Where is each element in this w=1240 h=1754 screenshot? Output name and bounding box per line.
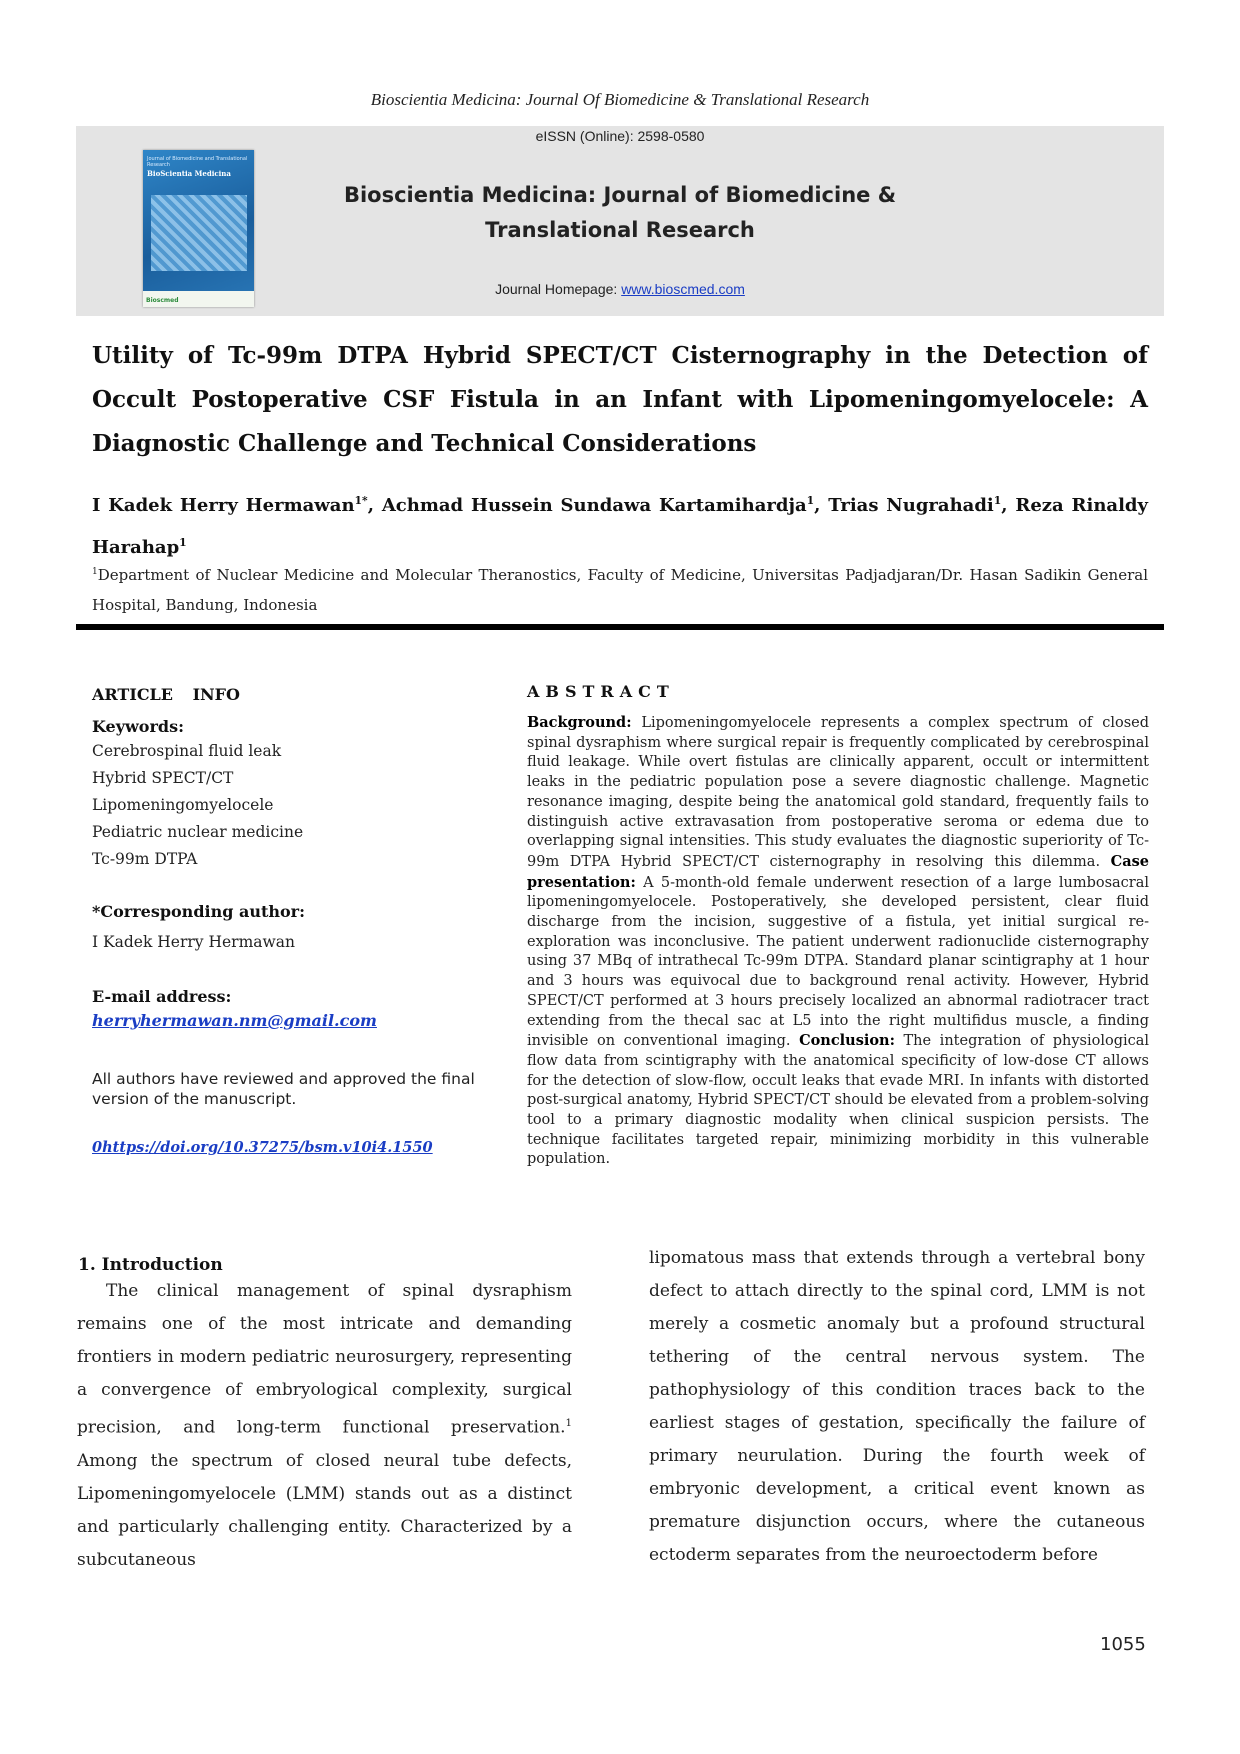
homepage-label: Journal Homepage: <box>495 281 622 297</box>
page-number: 1055 <box>1100 1634 1146 1655</box>
keyword-item: Tc-99m DTPA <box>92 850 198 868</box>
keyword-item: Lipomeningomyelocele <box>92 796 274 814</box>
running-head: Bioscientia Medicina: Journal Of Biomedicine & Translational Research <box>370 90 870 109</box>
conclusion-text: The integration of physiological flow data from scintigraphy with the anatomical specificity of low-dose CT allows for the detection of slow-flow, occult leaks that evade MRI. In infants with distorted post-surgical anatomy, Hybrid SPECT/CT should be elevated from a problem-solving tool to a primary diagnostic modality when clinical suspicion persists. The technique facilitates targeted repair, minimizing morbidity in this vulnerable population. <box>527 1033 1150 1168</box>
abstract-body <box>527 713 1149 1170</box>
journal-homepage <box>76 281 1164 297</box>
affiliation <box>92 557 1148 620</box>
homepage-link[interactable]: www.bioscmed.com <box>621 281 745 297</box>
case-text: A 5-month-old female underwent resection of a large lumbosacral lipomeningomyelocele. Postoperatively, she developed persistent, clear fluid discharge from the incision, suggestive of a fistula, yet initial surgical re-exploration was inconclusive. The patient underwent radionuclide cisternography using 37 MBq of intrathecal Tc-99m DTPA. Standard planar scintigraphy at 1 hour and 3 hours was equivocal due to background renal activity. However, Hybrid SPECT/CT performed at 3 hours precisely localized an abnormal radiotracer tract extending from the thecal sac at L5 into the right multifidus muscle, a finding invisible on conventional imaging. <box>527 874 1150 1050</box>
corresponding-author-label: *Corresponding author: <box>92 902 305 921</box>
author-name: Achmad Hussein Sundawa Kartamihardja <box>381 495 807 516</box>
affiliation-mark: 1 <box>92 567 98 577</box>
introduction-right-column: lipomatous mass that extends through a vertebral bony defect to attach directly to the spinal cord, LMM is not merely a cosmetic anomaly but a profound structural tethering of the central nervous system. The pathophysiology of this condition traces back to the earliest stages of gestation, specifically the failure of primary neurulation. During the fourth week of embryonic development, a critical event known as premature disjunction occurs, where the cutaneous ectoderm separates from the neuroectoderm before <box>649 1248 1145 1565</box>
article-title: Utility of Tc-99m DTPA Hybrid SPECT/CT Cisternography in the Detection of Occult Postoperative CSF Fistula in an Infant with Lipomeningomyelocele: A Diagnostic Challenge and Technical Considerations <box>92 342 1148 457</box>
author-name: I Kadek Herry Hermawan <box>92 495 355 516</box>
cover-logo: Bioscmed <box>146 297 179 304</box>
conclusion-label: Conclusion: <box>799 1032 895 1050</box>
eissn: eISSN (Online): 2598-0580 <box>535 128 705 144</box>
corresponding-author-name: I Kadek Herry Hermawan <box>92 933 296 951</box>
cover-illustration <box>151 195 247 271</box>
author-affil-mark: 1 <box>993 494 1002 507</box>
email-link[interactable]: herryhermawan.nm@gmail.com <box>92 1011 377 1030</box>
author-affil-mark: 1* <box>354 494 368 507</box>
article-info-heading: ARTICLE INFO <box>92 685 240 704</box>
background-label: Background: <box>527 714 632 731</box>
introduction-heading: 1. Introduction <box>78 1255 223 1275</box>
doi-link[interactable]: 0https://doi.org/10.37275/bsm.v10i4.1550 <box>92 1139 433 1156</box>
abstract-heading: ABSTRACT <box>527 682 675 701</box>
approval-note: All authors have reviewed and approved the final version of the manuscript. <box>92 1070 475 1108</box>
header-divider <box>76 624 1164 630</box>
cover-journal-name: BioScientia Medicina <box>147 169 231 178</box>
intro-text: Among the spectrum of closed neural tube defects, Lipomeningomyelocele (LMM) stands out as a distinct and particularly challenging entity. Characterized by a subcutaneous <box>77 1450 572 1570</box>
email-label: E-mail address: <box>92 987 232 1006</box>
author-name: Reza Rinaldy Harahap <box>92 495 1148 558</box>
author-name: Trias Nugrahadi <box>828 495 994 516</box>
citation-ref: 1 <box>565 1418 572 1429</box>
introduction-left-column <box>77 1275 572 1577</box>
keyword-item: Pediatric nuclear medicine <box>92 823 304 841</box>
cover-small-title: Journal of Biomedicine and Translational Research <box>147 156 248 168</box>
journal-title: Bioscientia Medicina: Journal of Biomedicine & Translational Research <box>343 183 897 242</box>
keywords-label: Keywords: <box>92 717 185 736</box>
keyword-item: Cerebrospinal fluid leak <box>92 742 282 760</box>
keyword-list <box>92 738 303 873</box>
intro-text: The clinical management of spinal dysraphism remains one of the most intricate and demanding frontiers in modern pediatric neurosurgery, representing a convergence of embryological complexity, surgical precision, and long-term functional preservation. <box>77 1281 572 1438</box>
background-text: Lipomeningomyelocele represents a complex spectrum of closed spinal dysraphism where surgical repair is frequently complicated by cerebrospinal fluid leakage. While overt fistulas are clinically apparent, occult or intermittent leaks in the pediatric population pose a severe diagnostic challenge. Magnetic resonance imaging, despite being the anatomical gold standard, frequently fails to distinguish active extravasation from postoperative seroma or edema due to overlapping signal intensities. This study evaluates the diagnostic superiority of Tc-99m DTPA Hybrid SPECT/CT cisternography in resolving this dilemma. <box>527 715 1149 870</box>
author-affil-mark: 1 <box>806 494 815 507</box>
author-list: I Kadek Herry Hermawan$^{1*}$, Achmad Hussein Sundawa Kartamihardja$^1$, Trias Nugrahadi$^1$, Reza Rinaldy Harahap$^1$ <box>92 494 1148 558</box>
author-affil-mark: 1 <box>179 536 187 549</box>
keyword-item: Hybrid SPECT/CT <box>92 769 234 787</box>
affiliation-text: Department of Nuclear Medicine and Molecular Theranostics, Faculty of Medicine, Universitas Padjadjaran/Dr. Hasan Sadikin General Hospital, Bandung, Indonesia <box>92 566 1148 614</box>
case-label: Case presentation: <box>527 852 1149 891</box>
